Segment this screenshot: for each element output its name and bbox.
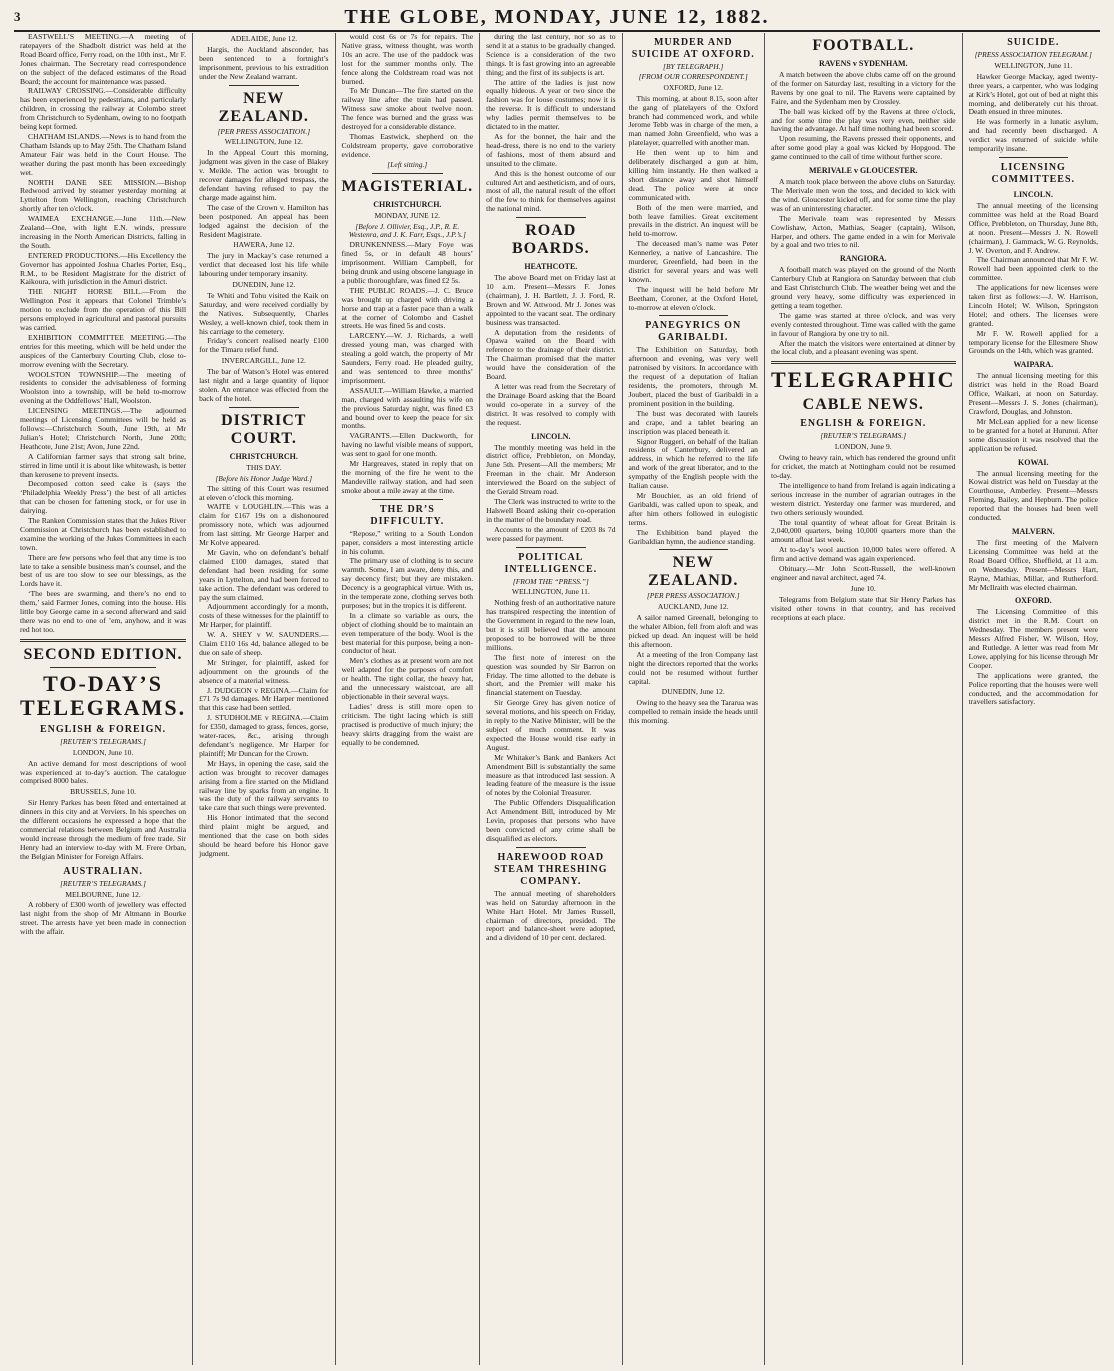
subheading: HEATHCOTE. [524,262,578,272]
article-paragraph: Telegrams from Belgium state that Sir Henry Parkes has visited other towns in that country, and has received receptions at each place. [770,594,956,622]
article-paragraph: A Californian farmer says that strong salt brine, stirred in lime until it is about like whitewash, is better than kerosene to prevent insects. [20,451,187,479]
divider [229,407,298,408]
dateline: THIS DAY. [246,462,282,472]
section-heading: LICENSING COMMITTEES. [991,161,1076,185]
article-paragraph: WOOLSTON TOWNSHIP.—The meeting of residents to consider the advisableness of forming Woolston into a township, will be held to-morrow evening at the Oddfellows’ Hall, Woolston. [20,369,187,406]
article-paragraph: J. STUDHOLME v REGINA.—Claim for £350, damaged to grass, fences, gorse, water-races, &c., arising through defendant’s negligence. Mr Harper for plaintiff; Mr Duncan for the Crown. [199,713,329,758]
article-paragraph: The annual licensing meeting for this district was held in the Road Board Office, Waikari, at noon on Saturday. Present—Messrs J. S. Jones (chairman), Crawford, Douglas, and Johnston. [968,371,1098,416]
page-number: 3 [14,9,21,24]
article-paragraph: The Ranken Commission states that the Jukes River Commission at Christchurch has been established to examine the working of the Jukes Committees in each town. [20,516,187,552]
article-paragraph: He was formerly in a lunatic asylum, and had recently been discharged. A verdict was returned of suicide while temporarily insane. [968,117,1098,154]
article-paragraph: The Exhibition band played the Garibaldian hymn, the audience standing. [628,527,758,546]
article-paragraph: A match took place between the above clubs on Saturday. The Merivale men won the toss, and decided to kick with the wind. Gloucester kicked off, and for some time the play was of an uninteresting character. [770,177,956,213]
article-paragraph: RAILWAY CROSSING.—Considerable difficulty has been experienced by pedestrians, and particularly children, in crossing the railway at Colombo street from Christchurch to Sydenham, owing to no footpath being kept formed. [20,86,187,132]
article-paragraph: The bar of Watson’s Hotel was entered last night and a large quantity of liquor stolen. An entrance was effected from the back of the hotel. [199,367,329,403]
telegraphic-heading: TELEGRAPHIC [770,367,956,393]
article-paragraph: Both of the men were married, and both leave families. Great excitement prevails in the district. An inquest will be held to-morrow. [628,202,758,239]
article-paragraph: A deputation from the residents of Opawa waited on the Board with reference to the drainage of their district. The Chairman promised that the matter would have the consideration of the Board. [486,327,616,382]
subheading: KOWAI. [1018,457,1049,467]
article-paragraph: The monthly meeting was held in the district office, Prebbleton, on Monday, June 5th. Present—All the members; Mr Freeman in the chair. Mr Anderson interviewed the Board on the subject of the Gerald Stream road. [486,442,616,497]
article-paragraph: The Clerk was instructed to write to the Halswell Board asking their co-operation in the matter of the boundary road. [486,496,616,524]
article-paragraph: The attire of the ladies is just now equally hideous. A year or two since the fashion was for loose costumes; now it is the reverse. It is difficult to understand why ladies permit themselves to be dictated to in the matter. [486,77,616,132]
article-paragraph: Mr Hays, in opening the case, said the action was brought to recover damages arising from a fire started on the Midland railway line by sparks from an engine. It was the duty of the railway servants to take care that such things were prevented. [199,758,329,813]
article-paragraph: during the last century, nor so as to send it at a status to be gradually changed. Science is a consideration of the two things. It is fast growing into an agreeable thing; and the first of its subjects is art. [486,32,616,77]
article-paragraph: In the Appeal Court this morning, judgment was given in the case of Blakey v. Meikle. The action was brought to recover damages for alleged trespass, the defendant having refused to pay the charge made against him. [199,148,329,202]
section-heading: FOOTBALL. [812,37,915,54]
columns [14,33,1104,1365]
column-1 [14,33,193,1365]
article-paragraph: EXHIBITION COMMITTEE MEETING.—The entries for this meeting, which will be held under the auspices of the Canterbury Courting Club, close to-morrow evening with the Secretary. [20,332,187,369]
article-paragraph: To Mr Duncan—The fire started on the railway line after the train had passed. Witness saw smoke about twelve noon. The fence was burned and the grass was destroyed for a considerable distance. [341,86,474,132]
article-paragraph: The Merivale team was represented by Messrs Cowlishaw, Acton, Mathias, Seager (captain), Wilson, Harper, and others. The game ended in a win for Merivale by a goal and two tries to nil. [770,213,956,250]
section-heading: PANEGYRICS ON GARIBALDI. [645,320,742,344]
article-paragraph: Signor Ruggeri, on behalf of the Italian residents of Canterbury, delivered an address, in which he referred to the life and work of the great liberator, and to the sympathy of the English people with the Italian cause. [628,436,758,491]
article-paragraph: Upon resuming, the Ravens pressed their opponents, and after some good play a goal was kicked by Hopgood. The game continued to the call of time without further score. [770,134,956,162]
article-paragraph: THE PUBLIC ROADS.—J. C. Bruce was brought up charged with driving a horse and trap at a faster pace than a walk at the corner of Colombo and Cashel streets. He was fined 5s and costs. [341,285,474,331]
article-paragraph: At to-day’s wool auction 10,000 bales were offered. A firm and active demand was again experienced. [770,545,956,564]
article-paragraph: LARCENY.—W. J. Richards, a well dressed young man, was charged with stealing a gold watch, the property of Mr Saunders, Ferry road. He pleaded guilty, and was sentenced to three months’ imprisonment. [341,331,474,385]
article-paragraph: ENTERED PRODUCTIONS.—His Excellency the Governor has appointed Joshua Charles Porter, Esq., R.M., to be Resident Magistrate for the district of Kaikoura, with jurisdiction in the Amuri district. [20,250,187,287]
source-note: [PER PRESS ASSOCIATION.] [646,591,740,601]
article-paragraph: Owing to the heavy sea the Tararua was compelled to remain inside the heads until this morning. [628,698,758,726]
divider [50,667,156,668]
column-6 [765,33,963,1365]
section-heading: POLITICAL INTELLIGENCE. [504,551,598,575]
dateline: WELLINGTON, June 11. [994,60,1073,70]
article-paragraph: The deceased man’s name was Peter Kennerley, a native of Lancashire. The murderer, Greenfield, had been in the district for several years and was well known. [628,239,758,284]
source-note: [Left sitting.] [387,159,428,169]
divider [771,361,956,364]
article-paragraph: Mr Stringer, for plaintiff, asked for adjournment on the grounds of the absence of a material witness. [199,657,329,685]
source-note: [FROM OUR CORRESPONDENT.] [638,71,748,81]
article-paragraph: The above Board met on Friday last at 10 a.m. Present—Messrs F. Jones (chairman), J. H. Bartlett, J. J. Ford, R. Brown and W. Attwood. Mr J. Jones was appointed to the vacant seat. The ordinary business was transacted. [486,273,616,327]
section-heading: ENGLISH & FOREIGN. [40,723,167,735]
section-heading: HAREWOOD ROAD STEAM THRESHING COMPANY. [494,851,608,887]
divider [516,547,585,548]
subheading: OXFORD. [1014,596,1052,606]
subheading: RANGIORA. [840,254,887,264]
article-paragraph: Sir George Grey has given notice of several motions, and his speech on Friday, in reply to the Native Minister, will be the subject of much comment. It was expected the House would rise early in August. [486,698,616,752]
article-paragraph: WAITE v LOUGHLIN.—This was a claim for £167 19s on a dishonoured promissory note, which was adjourned from last sitting. Mr George Harper and Mr Kolve appeared. [199,502,329,548]
article-paragraph: The case of the Crown v. Hamilton has been postponed. An appeal has been lodged against the decision of the Resident Magistrate. [199,202,329,239]
article-paragraph: Owing to heavy rain, which has rendered the ground unfit for cricket, the match at Nottingham could not be resumed to-day. [770,453,956,480]
source-note: [PER PRESS ASSOCIATION.] [217,126,311,136]
article-paragraph: The Licensing Committee of this district met in the R.M. Court on Wednesday. The members present were Messrs Alfred Fisher, W. Wilson, Hoy, and Rutledge. A letter was read from Mr Lowe, applying for his license through Mr Cooper. [968,607,1098,670]
article-paragraph: In a climate so variable as ours, the object of clothing should be to maintain an even temperature of the body. Wool is the best material for this purpose, being a non-conductor of heat. [341,610,474,656]
source-note: [REUTER’S TELEGRAMS.] [60,878,146,888]
article-paragraph: At a meeting of the Iron Company last night the directors reported that the works could not be resumed without further capital. [628,649,758,686]
article-paragraph: The inquest will be held before Mr Beetham, Coroner, at the Oxford Hotel, to-morrow at eleven o'clock. [628,284,758,312]
article-paragraph: LICENSING MEETINGS.—The adjourned meetings of Licensing Committees will be held as follows:—Christchurch South, June 19th, at Mr Julian’s Hotel; Christchurch North, June 20th; Heathcote, June 21st; Avon, June 22nd. [20,406,187,451]
subheading: CHRISTCHURCH. [373,199,442,209]
article-paragraph: ‘The bees are swarming, and there’s no end to them,’ said Farmer Jones, coming into the house. His little boy George came in a second afterward and said there was no end to one of ’em, anyhow, and it was red hot too. [20,589,187,634]
article-paragraph: “Repose,” writing to a South London paper, considers a most interesting article in his column. [341,528,474,556]
column-5 [623,33,765,1365]
article-paragraph: Men’s clothes as at present worn are not well adapted for the purposes of comfort or health. The tight collar, the heavy hat, and the unnecessary waistcoat, are all objectionable in their several ways. [341,656,474,701]
article-paragraph: The primary use of clothing is to secure warmth. Some, I am aware, deny this, and say decency first; but they are mistaken. Decency is a geographical virtue. With us, in the temperate zone, clothing serves both purposes; but in the tropics it is different. [341,556,474,610]
article-paragraph: Friday’s concert realised nearly £100 for the Timaru relief fund. [199,336,329,355]
article-paragraph: The annual meeting of the licensing committee was held at the Road Board Office, Prebbleton, on Thursday, June 8th, at noon. Present—Messrs J. N. Rowell (chairman), J. Gammack, W. G. Reynolds, J. W. Overton, and F. Andrew. [968,200,1098,255]
section-heading: MURDER AND SUICIDE AT OXFORD. [631,37,755,60]
article-paragraph: Hawker George Mackay, aged twenty-three years, a carpenter, who was lodging at Kirk’s Hotel, got out of bed at night this morning, and deliberately cut his throat. Death ensued in three minutes. [968,71,1098,117]
subheading: MALVERN. [1011,526,1055,536]
dateline: BRUSSELS, June 10. [70,787,136,797]
subheading: MERIVALE v GLOUCESTER. [808,166,918,176]
article-paragraph: The applications were granted, the Police reporting that the houses were well conducted, and the accommodation for travellers satisfactory. [968,670,1098,707]
article-paragraph: There are few persons who feel that any time is too late to take a sensible business man’s counsel, and the best of us are too slow to see our blessings, as the Lords have it. [20,552,187,589]
dateline: OXFORD, June 12. [663,82,724,92]
article-paragraph: And this is the honest outcome of our cultured Art and aestheticism, and of ours, most of all, the natural result of the effort of the few to think for themselves against the national mind. [486,168,616,214]
article-paragraph: Mr Hargreaves, stated in reply that on the morning of the fire he went to the Mandeville railway station, and had seen smoke about a mile away at the time. [341,459,474,495]
dateline: WELLINGTON, June 12. [224,137,303,147]
article-paragraph: VAGRANTS.—Ellen Duckworth, for having no lawful visible means of support, was sent to gaol for one month. [341,431,474,459]
article-paragraph: He then went up to him and deliberately discharged a gun at him, killing him instantly. He then walked a short distance away and shot himself dead. The police were at once communicated with. [628,148,758,202]
article-paragraph: THE NIGHT HORSE BILL.—From the Wellington Post it appears that Colonel Trimble’s motion to exclude from the operation of this Bill persons employed in agricultural and pastoral pursuits was carried. [20,287,187,332]
dateline: MELBOURNE, June 12. [65,889,141,899]
article-paragraph: The applications for new licenses were taken first as follows:—J. W. Harrison, Lincoln Hotel; W. Wilson, Springston Hotel; and others. The licenses were granted. [968,283,1098,328]
column-7 [963,33,1104,1365]
article-paragraph: Te Whiti and Tohu visited the Kaik on Saturday, and were received cordially by the Natives. Subsequently, Charles Wesley, a well-known chief, took them in his carriage to the cemetery. [199,290,329,336]
article-paragraph: The annual meeting of shareholders was held on Saturday afternoon in the White Hart Hotel. Mr James Russell, chairman of directors, presided. The report and balance-sheet were adopted, and a dividend of 10 per cent. declared. [486,888,616,943]
article-paragraph: The total quantity of wheat afloat for Great Britain is 2,040,000 quarters, being 10,000 quarters more than the amount afloat last week. [770,517,956,545]
divider [999,157,1068,158]
article-paragraph: The first note of interest on the question was sounded by Sir Barron on Friday. The time allotted to the debate is short, and the Premier will make his financial statement on Tuesday. [486,652,616,698]
article-paragraph: ASSAULT.—William Hawke, a married man, charged with assaulting his wife on the previous Saturday night, was fined £3 and bound over to keep the peace for six months. [341,385,474,431]
section-heading: ENGLISH & FOREIGN. [800,418,927,430]
subheading: WAIPARA. [1013,360,1054,370]
article-paragraph: His Honor intimated that the second third plaint might be argued, and mentioned that the case on both sides should be heard before his Honor gave judgment. [199,813,329,858]
article-paragraph: Mr McLean applied for a new license to be granted for a hotel at Hurunui. After some discussion it was resolved that the application be refused. [968,416,1098,453]
article-paragraph: The jury in Mackay’s case returned a verdict that deceased lost his life while labouring under temporary insanity. [199,251,329,279]
article-paragraph: W. A. SHEY v W. SAUNDERS.—Claim £110 16s 4d, balance alleged to be due on sale of sheep. [199,630,329,657]
column-4 [480,33,622,1365]
article-paragraph: DRUNKENNESS.—Mary Foye was fined 5s, or in default 48 hours’ imprisonment. William Campbell, for being drunk and using obscene language in a public thoroughfare, was fined £2 5s. [341,240,474,285]
article-paragraph: The sitting of this Court was resumed at eleven o’clock this morning. [199,483,329,502]
subheading: LINCOLN. [531,431,571,441]
subheading: LINCOLN. [1013,189,1053,199]
divider [659,549,728,550]
article-paragraph: A robbery of £300 worth of jewellery was effected last night from the shop of Mr Altmann in Bourke street. The arrests have yet been made in connection with the affair. [20,900,187,937]
article-paragraph: The Chairman announced that Mr F. W. Rowell had been appointed clerk to the committee. [968,255,1098,283]
article-paragraph: The first meeting of the Malvern Licensing Committee was held at the Road Board Office, Sheffield, at 11 a.m. on Wednesday. Present—Messrs Hart, Rayne, Mathias, Millar, and Rutherford. Mr McIlraith was elected chairman. [968,537,1098,592]
article-paragraph: Adjournment accordingly for a month, costs of these witnesses for the plaintiff to Mr Harper, for plaintiff. [199,602,329,630]
article-paragraph: The Exhibition on Saturday, both afternoon and evening, was very well patronised by visitors. In accordance with the request of a deputation of Italian residents, the promoters, through M. Joubert, placed the bust of Garibaldi in a prominent position in the building. [628,345,758,408]
source-note: [FROM THE “PRESS.”] [512,576,589,586]
second-edition-heading: SECOND EDITION. [23,645,183,663]
article-paragraph: The ball was kicked off by the Ravens at three o'clock, and for some time the play was very even, neither side having the advantage. At half time nothing had been scored. [770,106,956,134]
divider [372,499,444,500]
article-paragraph: WAIMEA EXCHANGE.—June 11th.—New Zealand—One, with light E.N. winds, pressure increasing in the North American Districts, falling in the South. [20,214,187,250]
dateline: June 10. [850,583,876,593]
article-paragraph: A letter was read from the Secretary of the Drainage Board asking that the Board would co-operate in a survey of the district. It was resolved to comply with the request. [486,382,616,427]
section-heading: SUICIDE. [1007,37,1060,48]
source-note: [Before his Honor Judge Ward.] [215,473,313,483]
article-paragraph: After the match the visitors were entertained at dinner by the local club, and a pleasant evening was spent. [770,338,956,357]
article-paragraph: Mr Whitaker’s Bank and Bankers Act Amendment Bill is substantially the same measure as that introduced last session. A leading feature of the measure is the issue of notes by the Colonial Treasurer. [486,752,616,798]
section-heading: ROAD BOARDS. [511,222,590,258]
source-note: [PRESS ASSOCIATION TELEGRAM.] [974,50,1092,59]
section-heading: NEW ZEALAND. [648,554,739,590]
section-heading: MAGISTERIAL. [341,177,474,195]
dateline: WELLINGTON, June 11. [511,587,590,597]
dateline: DUNEDIN, June 12. [661,687,725,697]
divider [516,847,585,848]
section-heading: THE DR’S DIFFICULTY. [370,503,445,527]
dateline: HAWERA, June 12. [233,240,295,250]
article-paragraph: J. DUDGEON v REGINA.—Claim for £71 7s 9d damages. Mr Harper mentioned that this case had been settled. [199,685,329,713]
dateline: LONDON, June 9. [834,442,892,452]
dateline: LONDON, June 10. [72,747,134,757]
subheading: RAVENS v SYDENHAM. [819,59,908,68]
article-paragraph: An active demand for most descriptions of wool was experienced at to-day’s auction. The catalogue comprised 8000 bales. [20,758,187,786]
section-heading: DISTRICT COURT. [221,411,307,447]
dateline: AUCKLAND, June 12. [657,602,729,612]
newspaper-title: THE GLOBE, MONDAY, JUNE 12, 1882. [344,5,770,28]
article-paragraph: Hargis, the Auckland absconder, has been sentenced to a fortnight’s imprisonment, previous to his extradition under the New Zealand warrant. [199,44,329,81]
article-paragraph: A match between the above clubs came off on the ground of the former on Saturday last, resulting in a victory for the Ravens by one goal to nil. The Ravens were captained by Faire, and the Sydenham men by Crossley. [770,70,956,106]
article-paragraph: The annual licensing meeting for the Kowai district was held on Tuesday at the Courthouse, Amberley. Present—Messrs Fleming, Bailey, and Hepburn. The police reported that the houses had been well conducted. [968,468,1098,523]
article-paragraph: The Public Offenders Disqualification Act Amendment Bill, introduced by Mr Levin, proposes that persons who have been convicted of any crime shall be disqualified as electors. [486,798,616,843]
section-heading: NEW ZEALAND. [218,89,309,125]
divider [20,639,186,642]
column-3 [336,33,481,1365]
article-paragraph: This morning, at about 8.15, soon after the gang of platelayers of the Oxford branch had commenced work, and while Jerome Tebb was in charge of the men, a man named John Greenfield, who was a platelayer, quarrelled with another man. [628,93,758,148]
source-note: [Before J. Ollivier, Esq., J.P., R. E. Westenra, and J. K. Farr, Esqs., J.P.’s.] [348,221,466,240]
divider [659,315,728,316]
article-paragraph: A sailor named Greenall, belonging to the whaler Albion, fell from aloft and was picked up dead. An inquest will be held this afternoon. [628,613,758,649]
section-heading: AUSTRALIAN. [63,865,143,877]
article-paragraph: Mr F. W. Rowell applied for a temporary license for the Ellesmere Show Grounds on the 14th, which was granted. [968,328,1098,356]
article-paragraph: Obituary.—Mr John Scott-Russell, the well-known engineer and naval architect, aged 74. [770,564,956,582]
article-paragraph: Nothing fresh of an authoritative nature has transpired respecting the intention of the Government in regard to the new loan, but it is still believed that the amount proposed to be borrowed will be three millions. [486,598,616,652]
source-note: [REUTER’S TELEGRAMS.] [60,736,146,746]
masthead [14,4,1100,32]
cable-news-heading: CABLE NEWS. [802,396,924,414]
divider [372,173,444,174]
article-paragraph: Ladies’ dress is still more open to criticism. The tight lacing which is still practised is productive of much injury; the heavy skirts dragging from the waist are equally to be condemned. [341,701,474,747]
article-paragraph: The bust was decorated with laurels and crape, and a tablet bearing an inscription was placed beneath it. [628,408,758,436]
source-note: [BY TELEGRAPH.] [663,62,724,71]
article-paragraph: Decomposed cotton seed cake is (says the ‘Philadelphia Weekly Press’) the best of all articles that can be chosen for fattening stock, or for use in dairying. [20,479,187,516]
article-paragraph: As for the bonnet, the hair and the head-dress, there is no end to the variety of fashions, most of them absurd and unsuited to the climate. [486,131,616,168]
divider [229,85,298,86]
dateline: ADELAIDE, June 12. [230,34,298,43]
article-paragraph: Sir Henry Parkes has been fêted and entertained at dinners in this city and at Verviers. In his speeches on the different occasions he expressed a hope that the commercial relations between Belgium and Australia would increase through the medium of free trade. Sir Henry had an interview to-day with M. Frere Orban, the Belgian Minister for Foreign Affairs. [20,798,187,861]
article-paragraph: CHATHAM ISLANDS.—News is to hand from the Chatham Islands up to May 25th. The Chatham Island Amateur Fair was held in the Court House. The weather during the past month has been exceedingly wet. [20,131,187,177]
article-paragraph: The intelligence to hand from Ireland is again indicating a serious increase in the number of agrarian outrages in the western district. Yesterday one farmer was murdered, and two others seriously wounded. [770,480,956,517]
article-paragraph: NORTH DANE SEE MISSION.—Bishop Redwood arrived by steamer yesterday morning at Lyttelton from Wellington, reaching Christchurch shortly after ten o'clock. [20,177,187,214]
article-paragraph: would cost 6s or 7s for repairs. The Native grass, witness thought, was worth 10s an acre. The use of the paddock was lost for the summer months only. The fence along the Coldstream road was not burned. [341,32,474,86]
article-paragraph: EASTWELL’S MEETING.—A meeting of ratepayers of the Shadbolt district was held at the Road Board office, Ferry road, on the 10th inst., Mr F. Jones chairman. The Secretary read correspondence on the subject of the defaced estimates of the Road Board; the account for maintenance was passed. [20,32,187,86]
dateline: INVERCARGILL, June 12. [221,356,306,366]
dateline: DUNEDIN, June 12. [232,280,296,290]
article-paragraph: Mr Bouchier, as an old friend of Garibaldi, was called upon to speak, and after him others followed in eulogistic terms. [628,490,758,527]
article-paragraph: Thomas Eastwick, shepherd on the Coldstream property, gave corroborative evidence. [341,131,474,159]
telegrams-heading: TO-DAY’S TELEGRAMS. [20,670,187,720]
article-paragraph: The game was started at three o'clock, and was very evenly contested throughout. Time was called with the game in favour of Rangiora by one try to nil. [770,310,956,338]
article-paragraph: Mr Gavin, who on defendant’s behalf claimed £100 damages, stated that defendant had been residing for some years in Lyttelton, and had been forced to take action. The defendant was ordered to pay the sum claimed. [199,547,329,602]
dateline: MONDAY, JUNE 12. [374,210,441,220]
subheading: CHRISTCHURCH. [229,451,298,461]
source-note: [REUTER’S TELEGRAMS.] [820,431,907,441]
article-paragraph: Accounts to the amount of £203 8s 7d were passed for payment. [486,524,616,543]
divider [516,217,585,218]
column-2 [193,33,335,1365]
article-paragraph: A football match was played on the ground of the North Canterbury Club at Rangiora on Saturday between that club and East Christchurch Club. The weather being wet and the ground very heavy, some difficulty was experienced in getting a team together. [770,265,956,310]
